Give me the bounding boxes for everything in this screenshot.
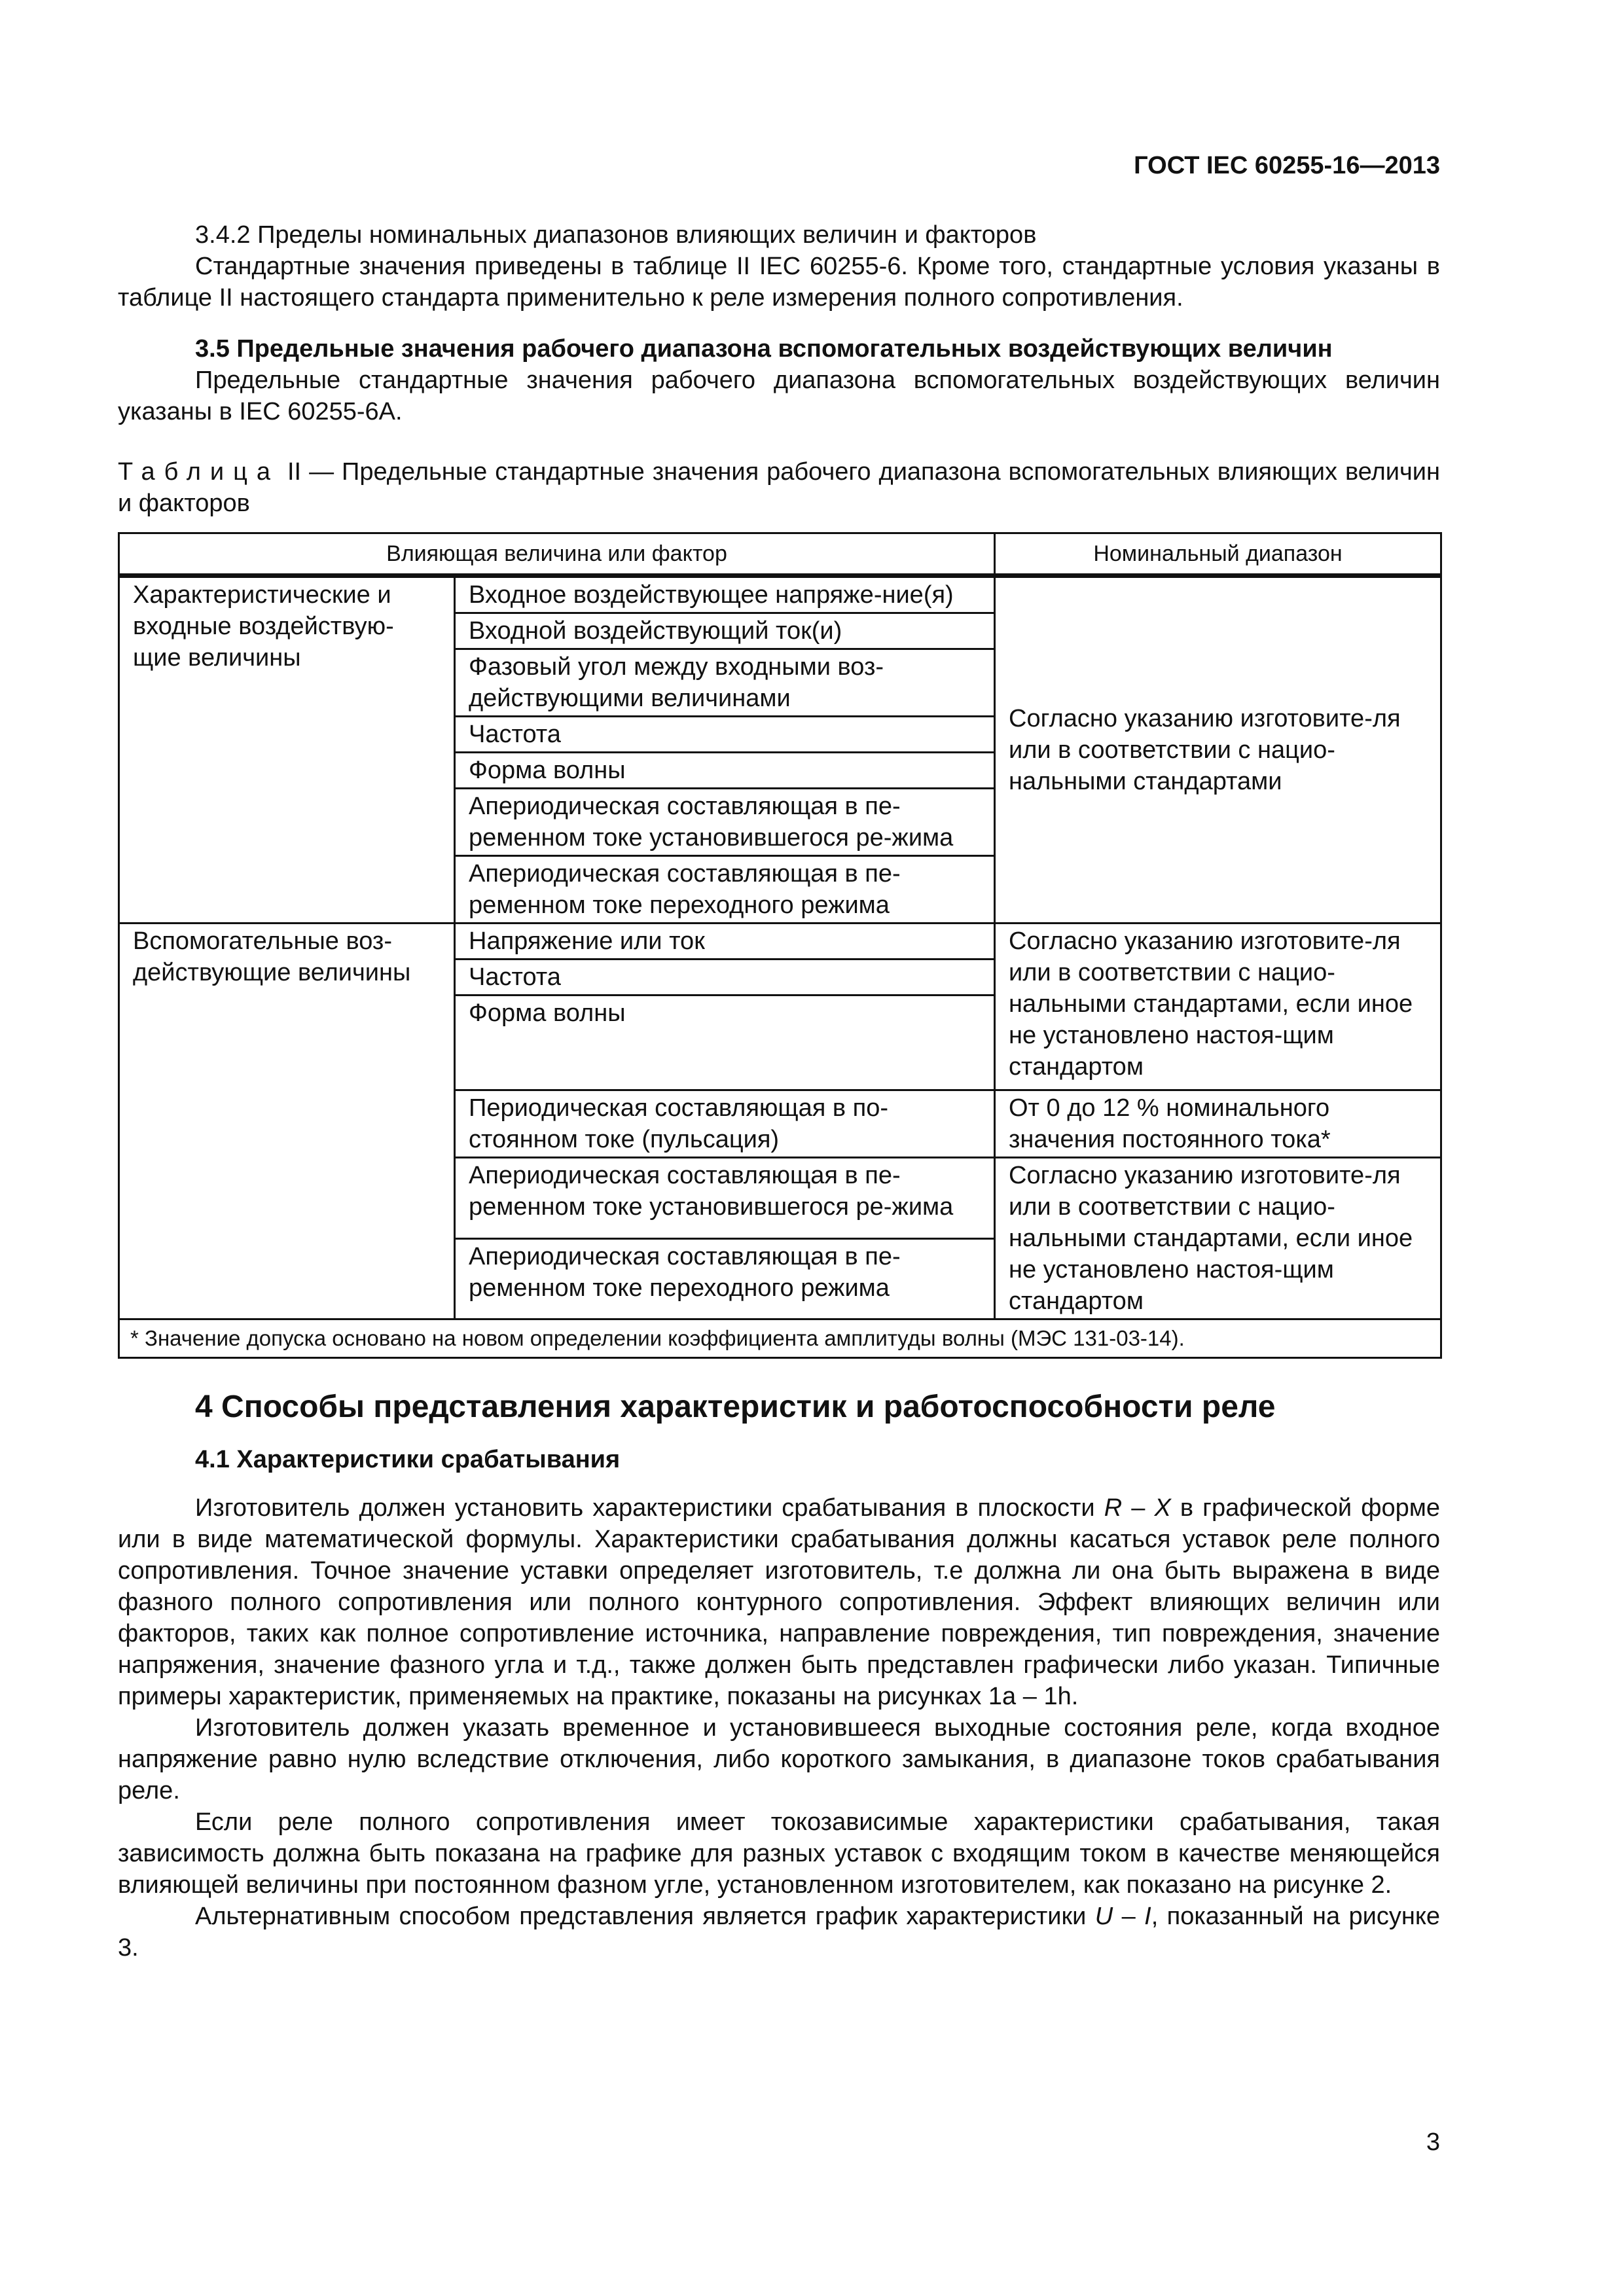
table-row [119,576,1441,613]
table-cell: Напряжение или ток [455,924,995,960]
table-cell: Частота [455,960,995,996]
table-cell: Форма волны [455,753,995,789]
variable-x: X [1154,1494,1171,1522]
table-cell: Апериодическая составляющая в пе-ременном токе установившегося ре-жима [455,1158,995,1239]
range-cell-g2a: Согласно указанию изготовите-ля или в соответствии с нацио-нальными стандартами, если иное не установлено настоя-щим стандартом [995,924,1441,1090]
section-3-5-text: Предельные стандартные значения рабочего диапазона вспомогательных воздействующих величин указаны в IEC 60255-6A. [118,367,1440,425]
table-cell: Частота [455,717,995,753]
group-label-characteristic: Характеристические и входные воздействую-щие величины [119,576,455,924]
section-4-1-paragraph-2: Изготовитель должен указать временное и установившееся выходные состояния реле, когда входное напряжение равно нулю вследствие отключения, либо короткого замыкания, в диапазоне токов срабатывания реле. [118,1714,1440,1804]
col-header-factor: Влияющая величина или фактор [119,533,995,576]
page-body [118,219,1440,1964]
section-4-1-title: 4.1 Характеристики срабатывания [195,1446,621,1473]
section-4-1-paragraph-4 [118,1901,1440,1964]
table-cell: Фазовый угол между входными воз-действующими величинами [455,649,995,717]
section-3-5-title: 3.5 Предельные значения рабочего диапазона вспомогательных воздействующих величин [195,335,1333,363]
text-run: – [1113,1903,1145,1930]
table-footnote: * Значение допуска основано на новом определении коэффициента амплитуды волны (МЭС 131-03-14). [119,1319,1441,1358]
table-footnote-row [119,1319,1441,1358]
table-caption-word: Таблица [118,458,280,486]
text-run: в графической форме или в виде математической формулы. Характеристики срабатывания должны касаться уставок реле полного сопротивления. Точное значение уставки определяет изготовитель, т.е должна ли она быть выражена в виде фазного полного сопротивления или полного контурного сопротивления. Эффект влияющих величин или факторов, таких как полное сопротивление источника, направление повреждения, тип повреждения, значение напряжения, значение фазного угла и т.д., также должен быть представлен графически либо указан. Типичные примеры характеристик, применяемых на практике, показаны на рисунках 1a – 1h. [118,1494,1440,1710]
text-run: , показанный на рисунке 3. [118,1903,1441,1962]
table-cell: Форма волны [455,996,995,1090]
section-4-1-paragraph-1 [118,1492,1440,1712]
range-cell-g2c: Согласно указанию изготовите-ля или в соответствии с нацио-нальными стандартами, если иное не установлено настоя-щим стандартом [995,1158,1441,1319]
section-4-1-paragraph-3: Если реле полного сопротивления имеет токозависимые характеристики срабатывания, такая зависимость должна быть показана на графике для разных уставок с входящим током в качестве меняющейся влияющей величины при постоянном фазном угле, установленном изготовителем, как показано на рисунке 2. [118,1808,1440,1899]
section-3-4-2-title: 3.4.2 Пределы номинальных диапазонов влияющих величин и факторов [195,221,1037,249]
table-cell: Апериодическая составляющая в пе-ременном токе переходного режима [455,1238,995,1319]
table-caption-text: II — Предельные стандартные значения рабочего диапазона вспомогательных влияющих величин и факторов [118,458,1441,517]
table-cell: Периодическая составляющая в по-стоянном токе (пульсация) [455,1090,995,1158]
table-caption [118,456,1440,519]
range-cell-g2b: От 0 до 12 % номинального значения постоянного тока* [995,1090,1441,1158]
text-run: Изготовитель должен установить характеристики срабатывания в плоскости [195,1494,1104,1522]
table-row [119,924,1441,960]
table-cell: Входной воздействующий ток(и) [455,613,995,649]
section-4-title: 4 Способы представления характеристик и работоспособности реле [195,1390,1276,1424]
group-label-auxiliary: Вспомогательные воз-действующие величины [119,924,455,1319]
variable-r: R [1104,1494,1123,1522]
table-cell: Входное воздействующее напряже-ние(я) [455,576,995,613]
table-cell: Апериодическая составляющая в пе-ременном токе установившегося ре-жима [455,789,995,856]
standard-number: ГОСТ IEC 60255-16—2013 [1134,152,1440,179]
range-cell-g1: Согласно указанию изготовите-ля или в соответствии с нацио-нальными стандартами [995,576,1441,924]
text-run: – [1122,1494,1155,1522]
table-header-row [119,533,1441,576]
section-3-4-2-text: Стандартные значения приведены в таблице II IEC 60255-6. Кроме того, стандартные условия указаны в таблице II настоящего стандарта применительно к реле измерения полного сопротивления. [118,253,1440,312]
table-ii [118,532,1442,1359]
variable-u: U [1094,1903,1113,1930]
page-number: 3 [1426,2128,1440,2156]
col-header-range: Номинальный диапазон [995,533,1441,576]
variable-i: I [1144,1903,1151,1930]
text-run: Альтернативным способом представления является график характеристики [195,1903,1095,1930]
table-cell: Апериодическая составляющая в пе-ременном токе переходного режима [455,856,995,924]
